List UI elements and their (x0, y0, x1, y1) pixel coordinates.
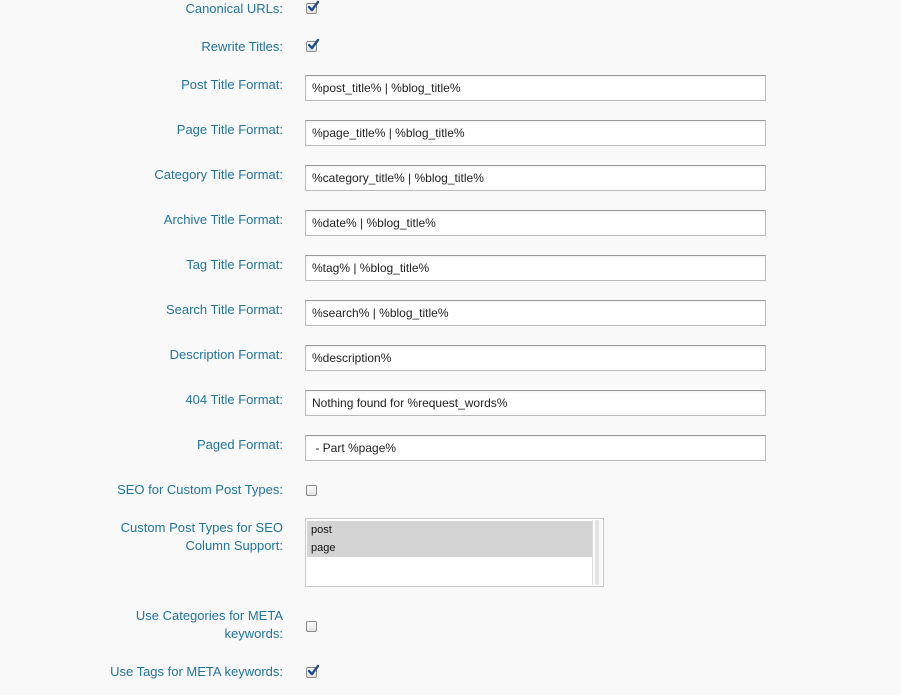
listbox-option-post[interactable]: post (307, 521, 593, 539)
tag-title-format-label: Tag Title Format: (186, 257, 283, 272)
listbox-option-page[interactable]: page (307, 539, 593, 557)
canonical-urls-checkbox[interactable] (306, 3, 317, 14)
use-categories-meta-label-line2: keywords: (224, 626, 283, 641)
category-title-format-input[interactable]: %category_title% | %blog_title% (305, 165, 766, 191)
tag-title-format-input[interactable]: %tag% | %blog_title% (305, 255, 766, 281)
checkmark-icon (306, 38, 320, 52)
description-format-label: Description Format: (169, 347, 283, 362)
page-title-format-input[interactable]: %page_title% | %blog_title% (305, 120, 766, 146)
title-404-format-label: 404 Title Format: (185, 392, 283, 407)
custom-post-types-column-label-line1: Custom Post Types for SEO (120, 520, 283, 535)
scrollbar-thumb[interactable] (595, 520, 599, 585)
seo-custom-post-types-checkbox[interactable] (306, 485, 317, 496)
seo-custom-post-types-label: SEO for Custom Post Types: (117, 482, 283, 497)
use-categories-meta-checkbox[interactable] (306, 621, 317, 632)
archive-title-format-input[interactable]: %date% | %blog_title% (305, 210, 766, 236)
search-title-format-input[interactable]: %search% | %blog_title% (305, 300, 766, 326)
use-categories-meta-label-line1: Use Categories for META (135, 608, 283, 623)
rewrite-titles-label: Rewrite Titles: (201, 39, 283, 54)
checkmark-icon (306, 0, 320, 14)
canonical-urls-label: Canonical URLs: (185, 1, 283, 16)
custom-post-types-column-label-line2: Column Support: (185, 538, 283, 553)
paged-format-label: Paged Format: (197, 437, 283, 452)
use-tags-meta-label: Use Tags for META keywords: (110, 664, 283, 679)
custom-post-types-listbox[interactable] (305, 518, 604, 587)
title-404-format-input[interactable]: Nothing found for %request_words% (305, 390, 766, 416)
archive-title-format-label: Archive Title Format: (163, 212, 283, 227)
listbox-scrollbar[interactable] (592, 520, 602, 585)
category-title-format-label: Category Title Format: (154, 167, 283, 182)
page-title-format-label: Page Title Format: (176, 122, 283, 137)
checkmark-icon (306, 664, 320, 678)
rewrite-titles-checkbox[interactable] (306, 41, 317, 52)
description-format-input[interactable]: %description% (305, 345, 766, 371)
use-tags-meta-checkbox[interactable] (306, 667, 317, 678)
paged-format-input[interactable]: - Part %page% (305, 435, 766, 461)
search-title-format-label: Search Title Format: (165, 302, 283, 317)
post-title-format-label: Post Title Format: (181, 77, 283, 92)
post-title-format-input[interactable]: %post_title% | %blog_title% (305, 75, 766, 101)
